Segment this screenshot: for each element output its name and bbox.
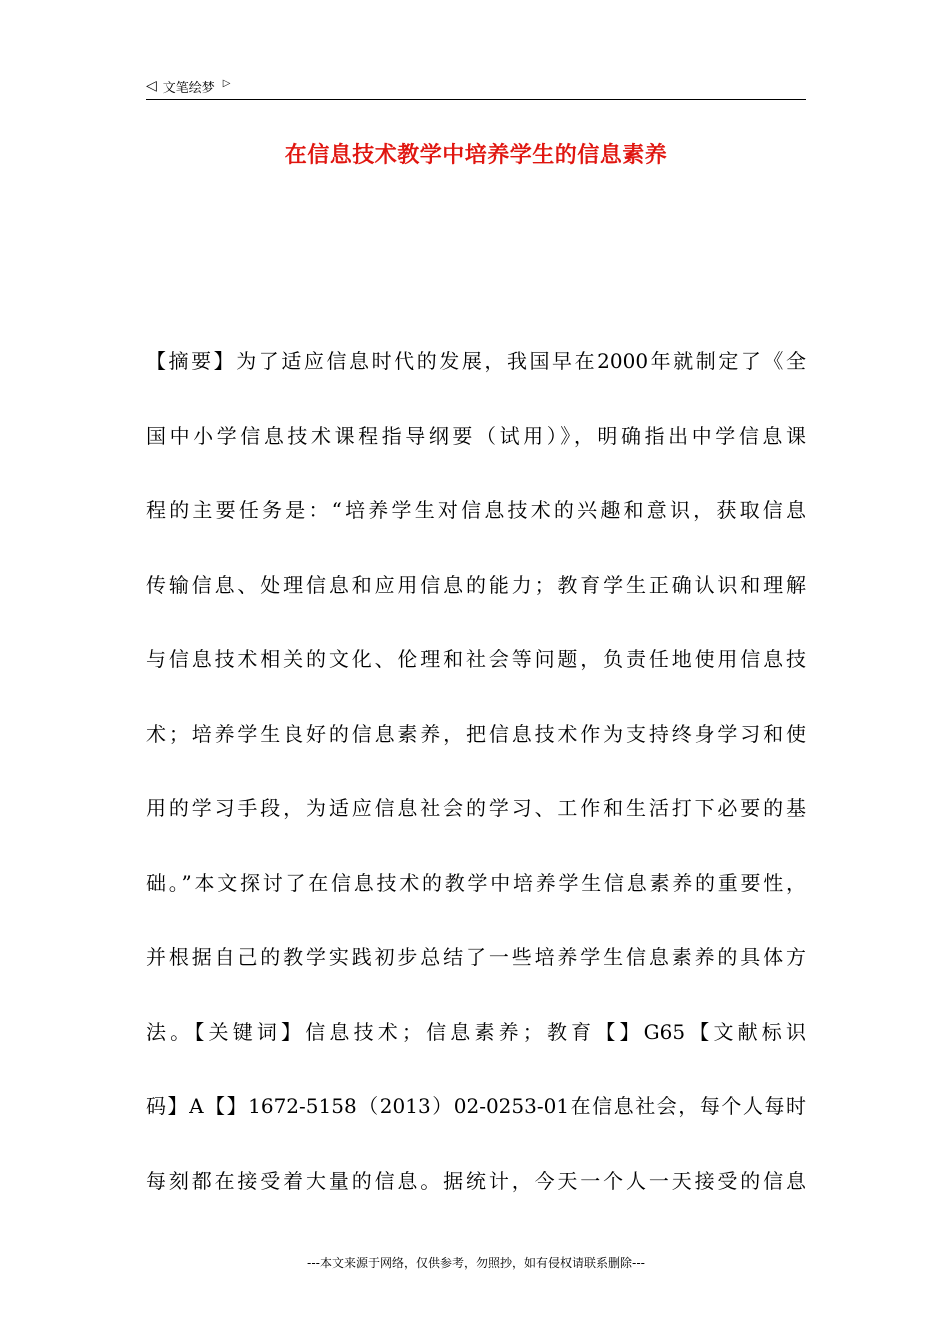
body-line: 传输信息、处理信息和应用信息的能力；教育学生正确认识和理解 <box>146 572 806 597</box>
body-line: 用的学习手段，为适应信息社会的学习、工作和生活打下必要的基 <box>146 796 806 820</box>
header-label: 文笔绘梦 <box>162 80 215 96</box>
triangle-left-icon: ◁ <box>146 78 157 94</box>
body-line: 【摘要】为了适应信息时代的发展，我国早在2000年就制定了《全 <box>146 349 806 373</box>
document-title: 在信息技术教学中培养学生的信息素养 <box>284 143 668 168</box>
body-line: 程的主要任务是：“培养学生对信息技术的兴趣和意识，获取信息 <box>146 498 806 522</box>
document-body <box>146 324 806 1218</box>
body-line: 码】A【】1672-5158（2013）02-0253-01在信息社会，每个人每时 <box>146 1094 806 1118</box>
body-line: 法。【关键词】信息技术；信息素养；教育【】G65【文献标识 <box>146 1019 806 1044</box>
body-line: 并根据自己的教学实践初步总结了一些培养学生信息素养的具体方 <box>146 945 806 969</box>
body-line: 国中小学信息技术课程指导纲要（试用）》，明确指出中学信息课 <box>146 423 806 448</box>
body-line: 础。”本文探讨了在信息技术的教学中培养学生信息素养的重要性， <box>146 870 806 895</box>
body-line: 每刻都在接受着大量的信息。据统计，今天一个人一天接受的信息 <box>146 1168 806 1193</box>
page-header <box>146 74 806 98</box>
body-line: 与信息技术相关的文化、伦理和社会等问题，负责任地使用信息技 <box>146 647 806 671</box>
triangle-right-icon: ▷ <box>222 77 231 89</box>
page-footer: ---本文来源于网络，仅供参考，勿照抄，如有侵权请联系删除--- <box>307 1256 645 1270</box>
body-line: 术；培养学生良好的信息素养，把信息技术作为支持终身学习和使 <box>146 721 806 746</box>
header-divider <box>146 99 806 100</box>
